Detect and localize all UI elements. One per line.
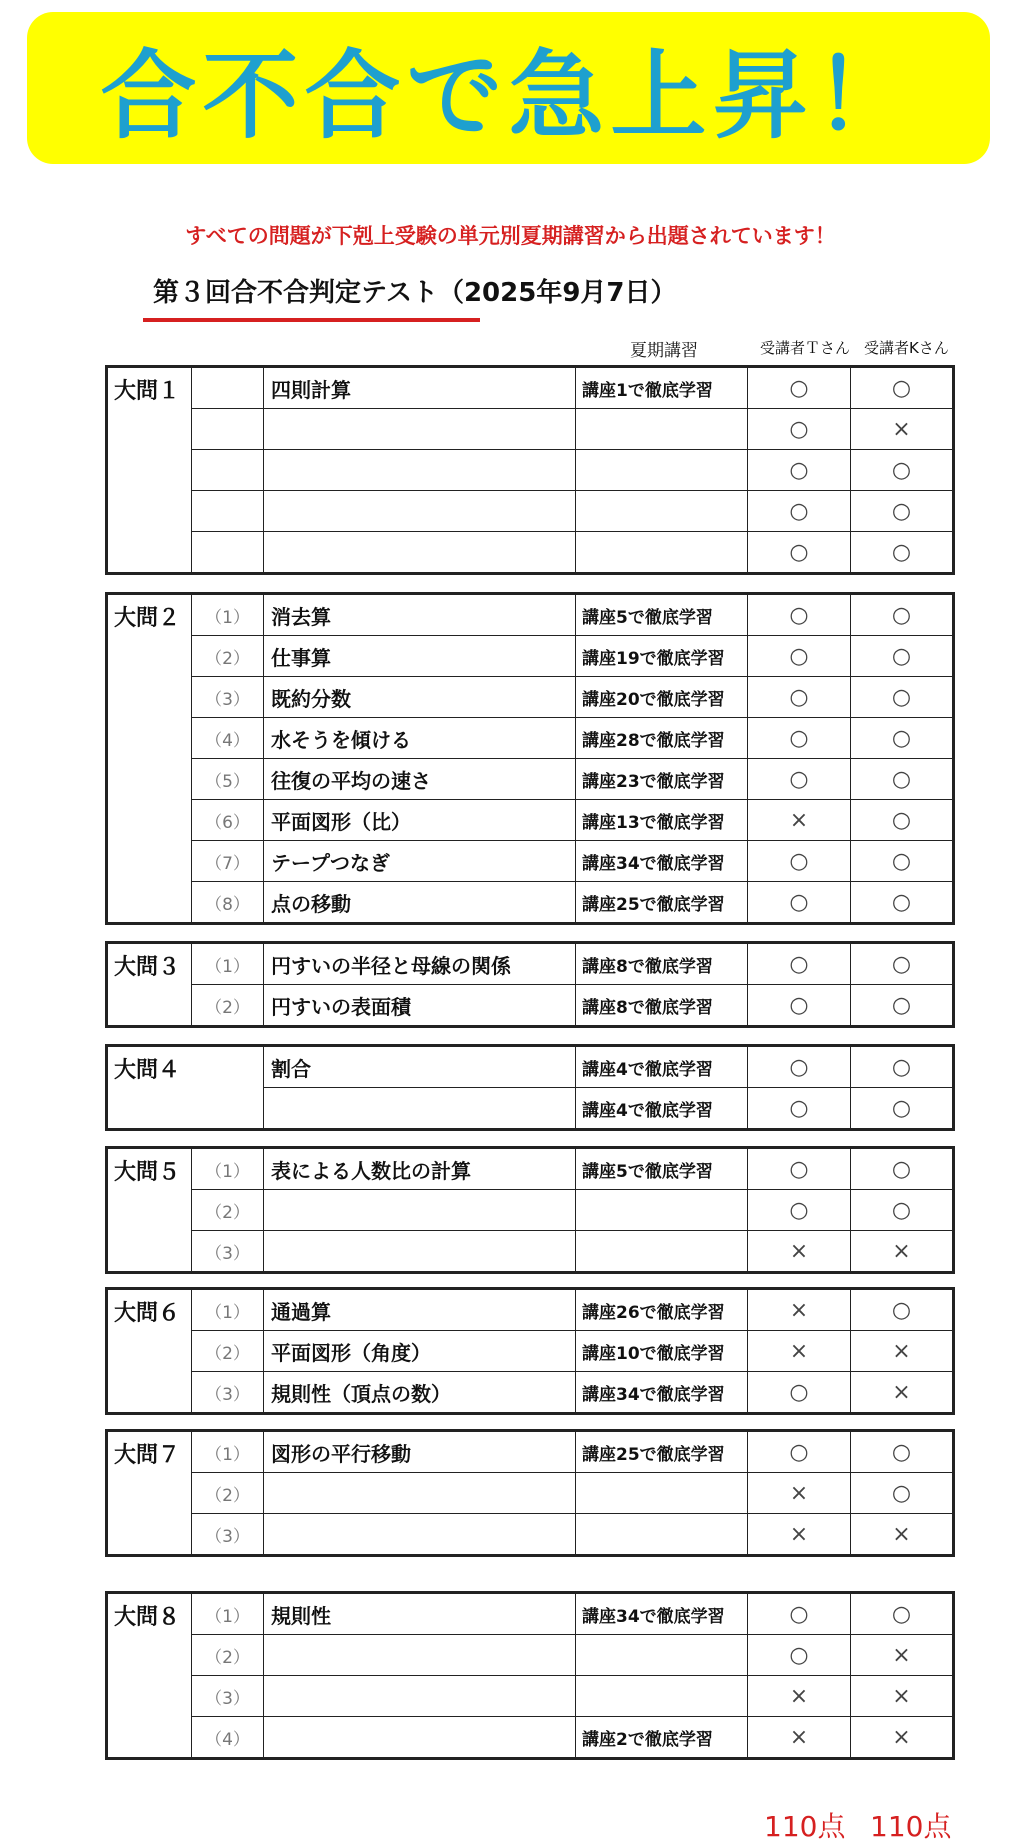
table-row [107, 1289, 954, 1331]
result-student-t: ○ [748, 1372, 851, 1414]
header-student-t: 受講者Ｔさん [760, 339, 851, 357]
banner-title: 合不合で急上昇！ [100, 39, 917, 152]
topic-cell [264, 1473, 576, 1514]
header-student-k: 受講者Kさん [864, 339, 949, 357]
table-row [107, 841, 954, 882]
lecture-cell: 講座8で徹底学習 [576, 985, 748, 1027]
lecture-cell [576, 491, 748, 532]
result-student-t: × [748, 1473, 851, 1514]
score-student-k: 110点 [870, 1810, 952, 1843]
sub-question-number: （1） [192, 1148, 264, 1190]
lecture-cell: 講座28で徹底学習 [576, 718, 748, 759]
table-row [107, 1190, 954, 1231]
section-table-4 [105, 1044, 955, 1131]
result-student-k: ○ [851, 594, 954, 636]
result-student-t: ○ [748, 759, 851, 800]
topic-cell [264, 450, 576, 491]
result-student-t: × [748, 1676, 851, 1717]
lecture-cell [576, 1514, 748, 1556]
lecture-cell: 講座1で徹底学習 [576, 367, 748, 409]
result-student-t: ○ [748, 677, 851, 718]
section-table-1 [105, 365, 955, 575]
lecture-cell: 講座13で徹底学習 [576, 800, 748, 841]
result-student-k: ○ [851, 532, 954, 574]
table-row [107, 759, 954, 800]
topic-cell [264, 1635, 576, 1676]
result-student-k: × [851, 409, 954, 450]
result-student-k: ○ [851, 677, 954, 718]
section-table-2 [105, 592, 955, 925]
result-student-t: ○ [748, 1046, 851, 1088]
result-student-k: ○ [851, 985, 954, 1027]
section-title: 大問５ [107, 1148, 192, 1273]
table-row [107, 882, 954, 924]
result-student-k: ○ [851, 882, 954, 924]
section-table-5 [105, 1146, 955, 1274]
topic-cell: 既約分数 [264, 677, 576, 718]
lecture-cell: 講座20で徹底学習 [576, 677, 748, 718]
lecture-cell: 講座19で徹底学習 [576, 636, 748, 677]
result-student-t: × [748, 1289, 851, 1331]
section-title: 大問６ [107, 1289, 192, 1414]
result-student-k: ○ [851, 1593, 954, 1635]
test-title: 第３回合不合判定テスト（2025年9月7日） [153, 278, 677, 308]
table-row [107, 1717, 954, 1759]
topic-cell: 点の移動 [264, 882, 576, 924]
sub-question-number: （2） [192, 1473, 264, 1514]
result-student-k: ○ [851, 800, 954, 841]
lecture-cell: 講座25で徹底学習 [576, 1431, 748, 1473]
sub-question-number: （3） [192, 1372, 264, 1414]
result-student-t: ○ [748, 1431, 851, 1473]
result-student-k: × [851, 1331, 954, 1372]
result-student-k: × [851, 1676, 954, 1717]
topic-cell [264, 1717, 576, 1759]
result-student-t: × [748, 1717, 851, 1759]
result-student-k: ○ [851, 1046, 954, 1088]
topic-cell: 割合 [264, 1046, 576, 1088]
lecture-cell: 講座5で徹底学習 [576, 1148, 748, 1190]
result-student-k: × [851, 1635, 954, 1676]
sub-question-number: （7） [192, 841, 264, 882]
lecture-cell [576, 450, 748, 491]
lecture-cell: 講座5で徹底学習 [576, 594, 748, 636]
table-row [107, 1231, 954, 1273]
result-student-k: ○ [851, 367, 954, 409]
sub-question-number [192, 532, 264, 574]
sub-question-number: （1） [192, 594, 264, 636]
score-student-t: 110点 [764, 1810, 846, 1843]
topic-cell: 仕事算 [264, 636, 576, 677]
table-row [107, 1473, 954, 1514]
sub-question-number: （1） [192, 1289, 264, 1331]
sub-question-number: （2） [192, 1190, 264, 1231]
lecture-cell: 講座2で徹底学習 [576, 1717, 748, 1759]
section-table-7 [105, 1429, 955, 1557]
result-student-t: ○ [748, 943, 851, 985]
lecture-cell: 講座34で徹底学習 [576, 1372, 748, 1414]
topic-cell [264, 1231, 576, 1273]
topic-cell: 水そうを傾ける [264, 718, 576, 759]
result-student-k: × [851, 1231, 954, 1273]
topic-cell [264, 1088, 576, 1130]
section-title: 大問７ [107, 1431, 192, 1556]
result-student-k: ○ [851, 1148, 954, 1190]
table-row [107, 1148, 954, 1190]
table-row [107, 1372, 954, 1414]
result-student-t: × [748, 1514, 851, 1556]
lecture-cell: 講座34で徹底学習 [576, 1593, 748, 1635]
topic-cell: 規則性（頂点の数） [264, 1372, 576, 1414]
topic-cell: 平面図形（角度） [264, 1331, 576, 1372]
section-title: 大問３ [107, 943, 192, 1027]
lecture-cell [576, 1635, 748, 1676]
table-row [107, 800, 954, 841]
section-table-8 [105, 1591, 955, 1760]
result-student-k: ○ [851, 450, 954, 491]
topic-cell: 通過算 [264, 1289, 576, 1331]
result-student-k: ○ [851, 943, 954, 985]
lecture-cell: 講座4で徹底学習 [576, 1046, 748, 1088]
topic-cell: 往復の平均の速さ [264, 759, 576, 800]
title-banner [27, 12, 990, 164]
result-student-t: ○ [748, 491, 851, 532]
sub-question-number: （1） [192, 943, 264, 985]
sub-question-number: （4） [192, 1717, 264, 1759]
topic-cell: 規則性 [264, 1593, 576, 1635]
table-row [107, 636, 954, 677]
table-row [107, 1514, 954, 1556]
table-row [107, 367, 954, 409]
result-student-k: ○ [851, 718, 954, 759]
topic-cell: 四則計算 [264, 367, 576, 409]
topic-cell: 消去算 [264, 594, 576, 636]
header-summer-course: 夏期講習 [630, 341, 698, 361]
result-student-k: ○ [851, 841, 954, 882]
result-student-k: ○ [851, 491, 954, 532]
table-row [107, 1331, 954, 1372]
section-title: 大問１ [107, 367, 192, 574]
result-student-t: ○ [748, 450, 851, 491]
sub-question-number: （3） [192, 677, 264, 718]
topic-cell [264, 1676, 576, 1717]
result-student-k: ○ [851, 759, 954, 800]
section-title: 大問４ [107, 1046, 264, 1130]
subtitle: すべての問題が下剋上受験の単元別夏期講習から出題されています！ [185, 224, 836, 248]
lecture-cell [576, 1231, 748, 1273]
result-student-t: ○ [748, 841, 851, 882]
sub-question-number [192, 450, 264, 491]
sub-question-number: （2） [192, 1635, 264, 1676]
result-student-k: × [851, 1514, 954, 1556]
result-student-t: ○ [748, 718, 851, 759]
topic-cell: 図形の平行移動 [264, 1431, 576, 1473]
table-row [107, 594, 954, 636]
result-student-t: ○ [748, 1190, 851, 1231]
result-student-t: ○ [748, 367, 851, 409]
section-table-3 [105, 941, 955, 1028]
lecture-cell [576, 532, 748, 574]
lecture-cell: 講座4で徹底学習 [576, 1088, 748, 1130]
topic-cell [264, 491, 576, 532]
result-student-t: ○ [748, 1148, 851, 1190]
lecture-cell [576, 409, 748, 450]
topic-cell: 円すいの半径と母線の関係 [264, 943, 576, 985]
sub-question-number [192, 409, 264, 450]
sub-question-number: （2） [192, 1331, 264, 1372]
sub-question-number: （6） [192, 800, 264, 841]
result-student-t: ○ [748, 594, 851, 636]
sub-question-number: （8） [192, 882, 264, 924]
sub-question-number [192, 491, 264, 532]
topic-cell: 表による人数比の計算 [264, 1148, 576, 1190]
table-row [107, 1593, 954, 1635]
sub-question-number: （1） [192, 1593, 264, 1635]
topic-cell: 円すいの表面積 [264, 985, 576, 1027]
result-student-k: ○ [851, 636, 954, 677]
sub-question-number: （5） [192, 759, 264, 800]
result-student-t: ○ [748, 409, 851, 450]
result-student-k: ○ [851, 1289, 954, 1331]
topic-cell: テープつなぎ [264, 841, 576, 882]
table-row [107, 985, 954, 1027]
result-student-t: ○ [748, 636, 851, 677]
result-student-t: ○ [748, 985, 851, 1027]
table-row [107, 450, 954, 491]
sub-question-number: （2） [192, 985, 264, 1027]
sub-question-number: （1） [192, 1431, 264, 1473]
result-student-t: ○ [748, 532, 851, 574]
lecture-cell [576, 1676, 748, 1717]
table-row [107, 943, 954, 985]
result-student-k: × [851, 1372, 954, 1414]
result-student-t: × [748, 800, 851, 841]
table-row [107, 491, 954, 532]
sub-question-number: （3） [192, 1676, 264, 1717]
lecture-cell: 講座25で徹底学習 [576, 882, 748, 924]
result-student-t: × [748, 1331, 851, 1372]
section-table-6 [105, 1287, 955, 1415]
sub-question-number: （2） [192, 636, 264, 677]
table-row [107, 532, 954, 574]
result-student-k: ○ [851, 1431, 954, 1473]
section-title: 大問２ [107, 594, 192, 924]
result-student-k: ○ [851, 1190, 954, 1231]
table-row [107, 1676, 954, 1717]
section-title: 大問８ [107, 1593, 192, 1759]
test-title-underline [143, 318, 480, 322]
table-row [107, 677, 954, 718]
result-student-k: × [851, 1717, 954, 1759]
lecture-cell: 講座10で徹底学習 [576, 1331, 748, 1372]
result-student-t: ○ [748, 882, 851, 924]
table-row [107, 1046, 954, 1088]
lecture-cell: 講座8で徹底学習 [576, 943, 748, 985]
table-row [107, 1431, 954, 1473]
topic-cell [264, 409, 576, 450]
lecture-cell: 講座23で徹底学習 [576, 759, 748, 800]
sub-question-number [192, 367, 264, 409]
table-row [107, 409, 954, 450]
topic-cell: 平面図形（比） [264, 800, 576, 841]
result-student-t: × [748, 1231, 851, 1273]
lecture-cell [576, 1473, 748, 1514]
topic-cell [264, 1190, 576, 1231]
lecture-cell: 講座34で徹底学習 [576, 841, 748, 882]
result-student-k: ○ [851, 1088, 954, 1130]
result-student-t: ○ [748, 1593, 851, 1635]
lecture-cell [576, 1190, 748, 1231]
lecture-cell: 講座26で徹底学習 [576, 1289, 748, 1331]
table-row [107, 1635, 954, 1676]
result-student-t: ○ [748, 1635, 851, 1676]
topic-cell [264, 1514, 576, 1556]
topic-cell [264, 532, 576, 574]
sub-question-number: （3） [192, 1231, 264, 1273]
sub-question-number: （3） [192, 1514, 264, 1556]
table-row [107, 718, 954, 759]
sub-question-number: （4） [192, 718, 264, 759]
result-student-t: ○ [748, 1088, 851, 1130]
result-student-k: ○ [851, 1473, 954, 1514]
